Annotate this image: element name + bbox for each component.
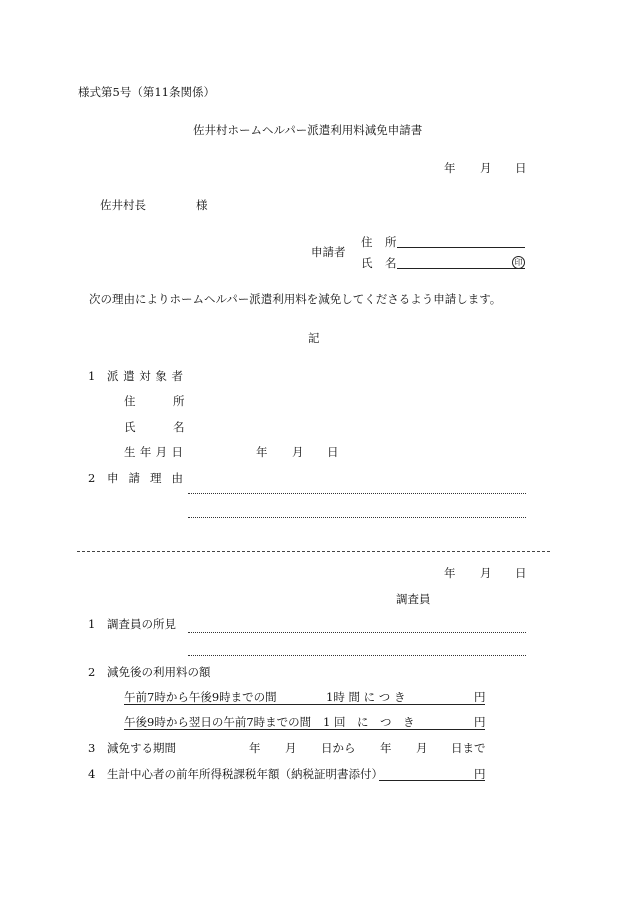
findings-line-1[interactable]	[188, 632, 526, 633]
applicant-name-label-a: 氏	[361, 256, 373, 270]
reason-line-1[interactable]	[188, 493, 526, 494]
survey-date-month-label: 月	[480, 566, 492, 580]
section2-title: 申 請 理 由	[107, 471, 183, 485]
period-from-year: 年	[249, 741, 261, 755]
survey-item4-label: 生計中心者の前年所得税課税年額（納税証明書添付）	[107, 767, 383, 781]
addressee-honorific: 様	[196, 198, 208, 212]
survey-item3-number: 3	[88, 741, 96, 755]
birth-year-label: 年	[256, 445, 268, 459]
tax-amount-yen: 円	[474, 767, 486, 781]
birth-day-label: 日	[327, 445, 339, 459]
fee-line-1-unit: 1時 間 に つ き	[326, 690, 406, 704]
applicant-address-line[interactable]	[397, 247, 525, 248]
section1-name-label-a: 氏	[124, 420, 136, 434]
section-divider	[77, 551, 550, 552]
section1-address-label-b: 所	[173, 394, 185, 408]
survey-item1-number: 1	[88, 617, 96, 631]
applicant-address-label-a: 住	[361, 235, 373, 249]
section1-number: 1	[88, 369, 96, 383]
findings-line-2[interactable]	[188, 655, 526, 656]
survey-item1-label: 調査員の所見	[107, 617, 176, 631]
section1-address-label-a: 住	[124, 394, 136, 408]
ki-note: 記	[308, 331, 320, 345]
period-from-day: 日から	[321, 741, 356, 755]
fee-line-2-period: 午後9時から翌日の午前7時までの間	[124, 715, 312, 729]
fee-line-1-period: 午前7時から午後9時までの間	[124, 690, 277, 704]
tax-amount-line[interactable]	[379, 780, 485, 781]
fee-line-2-underline[interactable]	[124, 729, 485, 730]
reason-line-2[interactable]	[188, 517, 526, 518]
date-day-label: 日	[515, 161, 527, 175]
survey-item2-label: 減免後の利用料の額	[107, 665, 211, 679]
seal-mark-icon: 印	[512, 256, 525, 269]
survey-date-year-label: 年	[444, 566, 456, 580]
form-number: 様式第5号（第11条関係）	[78, 85, 215, 99]
section1-birth-label: 生 年 月 日	[124, 445, 183, 459]
date-year-label: 年	[444, 161, 456, 175]
addressee-name: 佐井村長	[100, 198, 146, 212]
section1-name-label-b: 名	[173, 420, 185, 434]
section2-number: 2	[88, 471, 96, 485]
applicant-name-label-b: 名	[385, 256, 397, 270]
fee-line-2-unit: 1 回 に つ き	[323, 715, 415, 729]
survey-item2-number: 2	[88, 665, 96, 679]
survey-item3-label: 減免する期間	[107, 741, 176, 755]
fee-line-1-underline[interactable]	[124, 704, 485, 705]
period-from-month: 月	[285, 741, 297, 755]
date-month-label: 月	[480, 161, 492, 175]
intro-text: 次の理由によりホームヘルパー派遣利用料を減免してくださるよう申請します。	[89, 292, 502, 306]
survey-date-day-label: 日	[515, 566, 527, 580]
document-title: 佐井村ホームヘルパー派遣利用料減免申請書	[193, 123, 423, 137]
applicant-address-label-b: 所	[385, 235, 397, 249]
applicant-name-line[interactable]	[397, 268, 525, 269]
fee-line-2-yen: 円	[474, 715, 486, 729]
section1-title: 派 遣 対 象 者	[107, 369, 183, 383]
birth-month-label: 月	[292, 445, 304, 459]
period-to-month: 月	[416, 741, 428, 755]
period-to-year: 年	[380, 741, 392, 755]
survey-item4-number: 4	[88, 767, 96, 781]
fee-line-1-yen: 円	[474, 690, 486, 704]
applicant-label: 申請者	[311, 245, 346, 259]
period-to-day: 日まで	[451, 741, 486, 755]
investigator-label: 調査員	[396, 592, 431, 606]
